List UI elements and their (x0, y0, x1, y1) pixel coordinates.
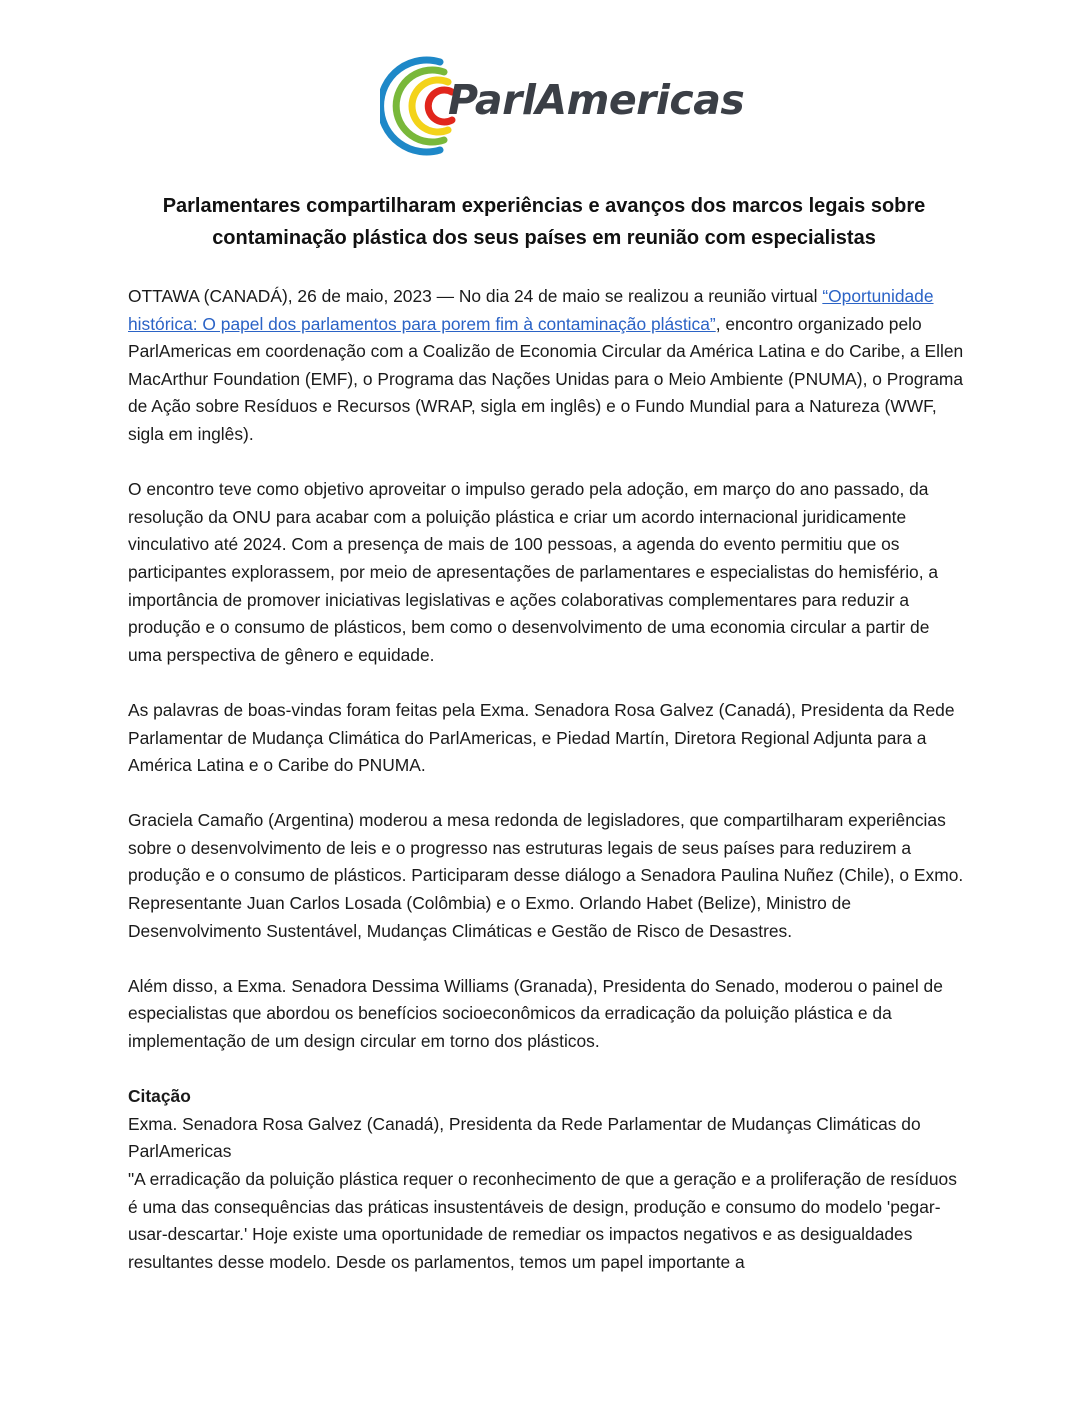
quote-attribution: Exma. Senadora Rosa Galvez (Canadá), Presidenta da Rede Parlamentar de Mudanças Climáticas do ParlAmericas (128, 1113, 921, 1162)
page-title: Parlamentares compartilharam experiências e avanços dos marcos legais sobre contaminação plástica dos seus países em reunião com especialistas (162, 195, 926, 249)
event-link[interactable]: “Oportunidade histórica: O papel dos parlamentos para porem fim à contaminação plástica” (128, 286, 934, 334)
quote-heading: Citação (128, 1086, 191, 1107)
paragraph-objective: O encontro teve como objetivo aproveitar o impulso gerado pela adoção, em março do ano passado, da resolução da ONU para acabar com a poluição plástica e criar um acordo internacional juridicamente vinculativo até 2024. Com a presença de mais de 100 pessoas, a agenda do evento permitiu que os participantes explorassem, por meio de apresentações de parlamentares e especialistas do hemisfério, a importância de promover iniciativas legislativas e ações colaborativas complementares para reduzir a produção e o consumo de plásticos, bem como o desenvolvimento de uma economia circular a partir de uma perspectiva de gênero e equidade. (128, 479, 939, 665)
quote-text: "A erradicação da poluição plástica requer o reconhecimento de que a geração e a proliferação de resíduos é uma das consequências das práticas insustentáveis de design, produção e consumo do modelo 'pegar-usar-descartar.' Hoje existe uma oportunidade de remediar os impactos negativos e as desigualdades resultantes desse modelo. Desde os parlamentos, temos um papel importante a (128, 1169, 957, 1272)
article-body (128, 283, 964, 1276)
paragraph-roundtable: Graciela Camaño (Argentina) moderou a mesa redonda de legisladores, que compartilharam experiências sobre o desenvolvimento de leis e o progresso nas estruturas legais de seus países para reduzirem a produção e o consumo de plásticos. Participaram desse diálogo a Senadora Paulina Nuñez (Chile), o Exmo. Representante Juan Carlos Losada (Colômbia) e o Exmo. Orlando Habet (Belize), Ministro de Desenvolvimento Sustentável, Mudanças Climáticas e Gestão de Risco de Desastres. (128, 810, 964, 941)
paragraph-intro (128, 283, 964, 449)
logo-wordmark: ParlAmericas (448, 76, 745, 124)
parlamericas-logo (380, 56, 745, 156)
paragraph-welcome: As palavras de boas-vindas foram feitas pela Exma. Senadora Rosa Galvez (Canadá), Presidenta da Rede Parlamentar de Mudança Climática do ParlAmericas, e Piedad Martín, Diretora Regional Adjunta para a América Latina e o Caribe do PNUMA. (128, 699, 955, 776)
paragraph-panel: Além disso, a Exma. Senadora Dessima Williams (Granada), Presidenta do Senado, moderou o painel de especialistas que abordou os benefícios socioeconômicos da erradicação da poluição plástica e da implementação de um design circular em torno dos plásticos. (128, 975, 943, 1052)
intro-text-after: , encontro organizado pelo ParlAmericas em coordenação com a Coalizão de Economia Circular da América Latina e do Caribe, a Ellen MacArthur Foundation (EMF), o Programa das Nações Unidas para o Meio Ambiente (PNUMA), o Programa de Ação sobre Resíduos e Recursos (WRAP, sigla em inglês) e o Fundo Mundial para a Natureza (WWF, sigla em inglês). (128, 313, 964, 444)
intro-text-before: OTTAWA (CANADÁ), 26 de maio, 2023 — No dia 24 de maio se realizou a reunião virtual (128, 286, 823, 306)
